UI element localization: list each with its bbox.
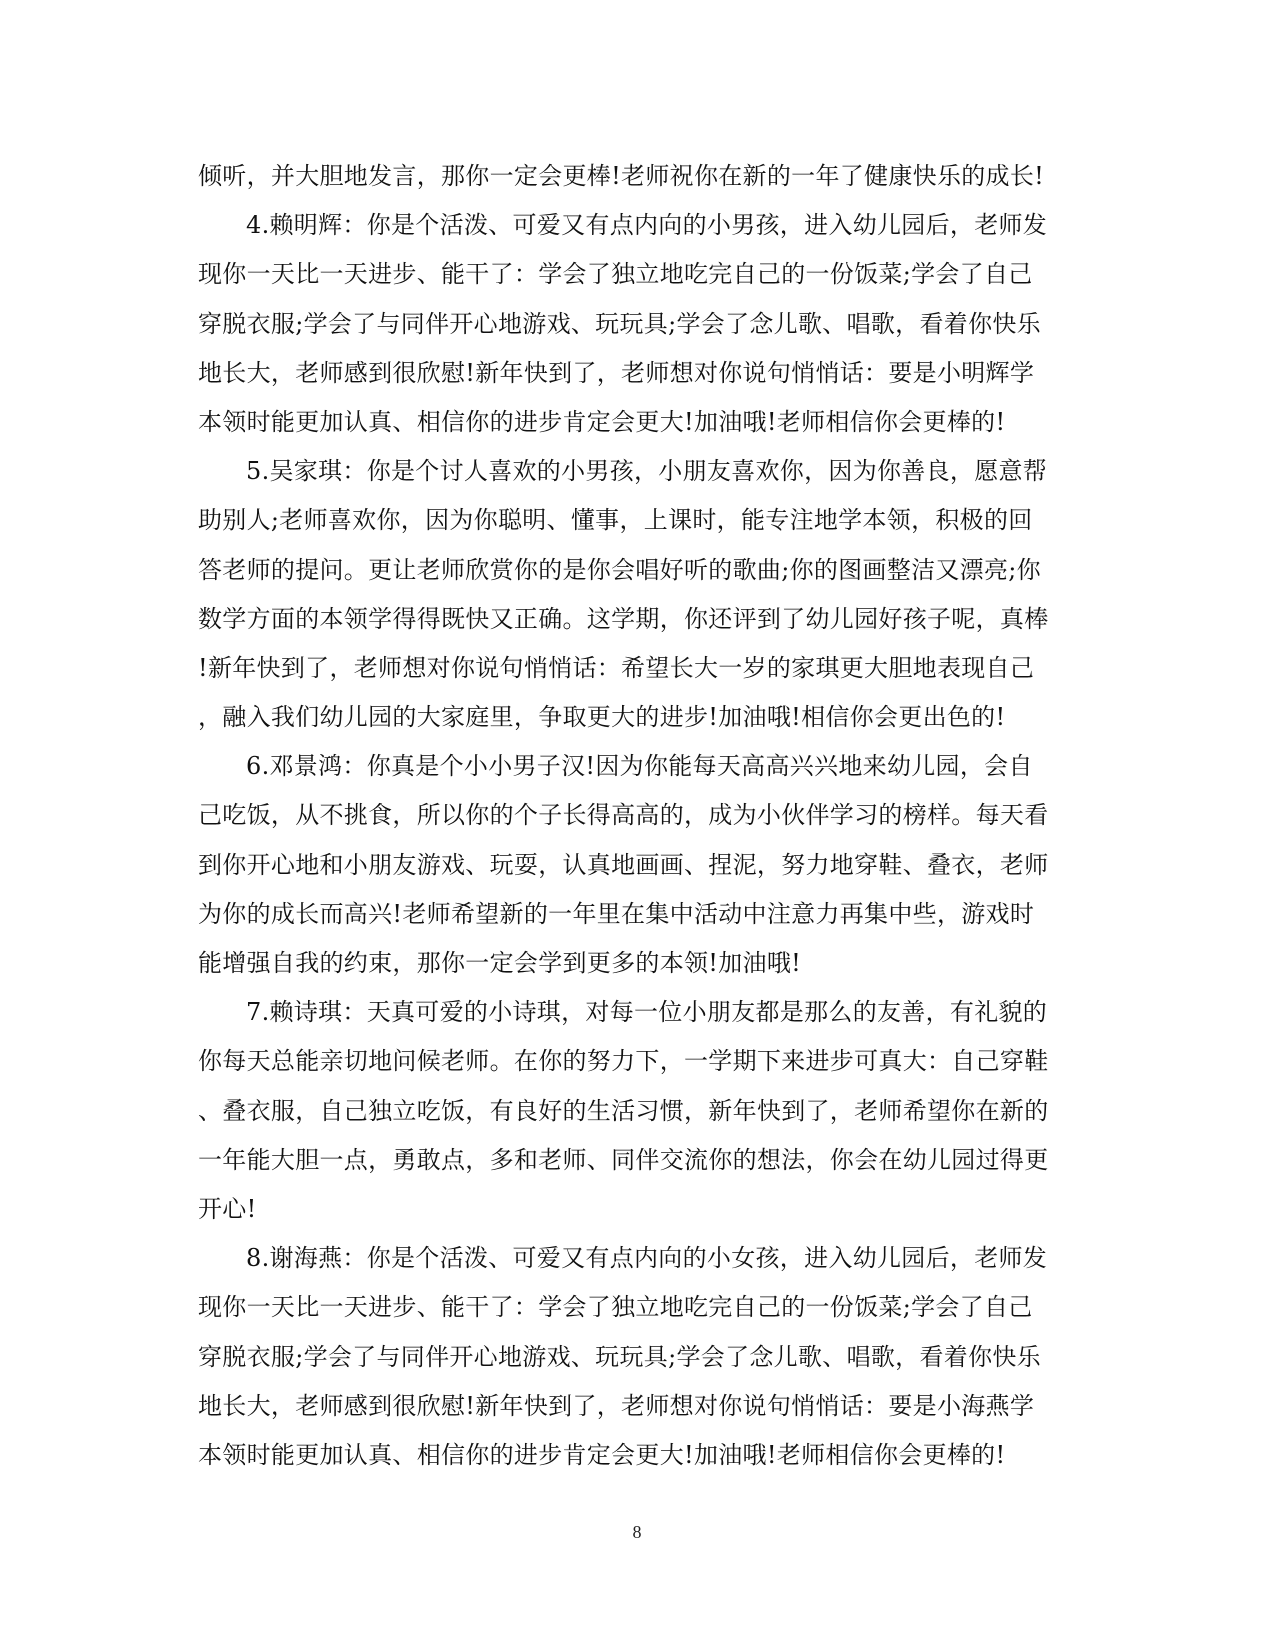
text-line: 、叠衣服，自己独立吃饭，有良好的生活习惯，新年快到了，老师希望你在新的 [198, 1096, 1049, 1125]
text-line: 答老师的提问。更让老师欣赏你的是你会唱好听的歌曲;你的图画整洁又漂亮;你 [198, 555, 1041, 584]
text-line: 本领时能更加认真、相信你的进步肯定会更大!加油哦!老师相信你会更棒的! [198, 407, 1006, 436]
text-line: !新年快到了，老师想对你说句悄悄话：希望长大一岁的家琪更大胆地表现自己 [198, 653, 1035, 682]
text-line: ，融入我们幼儿园的大家庭里，争取更大的进步!加油哦!相信你会更出色的! [198, 703, 1006, 732]
text-line: 你每天总能亲切地问候老师。在你的努力下，一学期下来进步可真大：自己穿鞋 [198, 1047, 1049, 1076]
text-line: 地长大，老师感到很欣慰!新年快到了，老师想对你说句悄悄话：要是小明辉学 [198, 358, 1035, 387]
page-number: 8 [632, 1522, 642, 1542]
text-line: 到你开心地和小朋友游戏、玩耍，认真地画画、捏泥，努力地穿鞋、叠衣，老师 [198, 850, 1049, 879]
paragraph-8-line: 8.谢海燕：你是个活泼、可爱又有点内向的小女孩，进入幼儿园后，老师发 [246, 1244, 1048, 1273]
paragraph-7-line: 7.赖诗琪：天真可爱的小诗琪，对每一位小朋友都是那么的友善，有礼貌的 [246, 998, 1048, 1027]
paragraph-6-line: 6.邓景鸿：你真是个小小男子汉!因为你能每天高高兴兴地来幼儿园，会自 [246, 752, 1033, 781]
text-line: 本领时能更加认真、相信你的进步肯定会更大!加油哦!老师相信你会更棒的! [198, 1440, 1006, 1469]
text-line: 助别人;老师喜欢你，因为你聪明、懂事，上课时，能专注地学本领，积极的回 [198, 506, 1033, 535]
text-line: 为你的成长而高兴!老师希望新的一年里在集中活动中注意力再集中些，游戏时 [198, 899, 1035, 928]
text-line: 倾听，并大胆地发言，那你一定会更棒!老师祝你在新的一年了健康快乐的成长! [198, 162, 1045, 190]
text-line: 开心! [198, 1194, 257, 1223]
text-line: 现你一天比一天进步、能干了：学会了独立地吃完自己的一份饭菜;学会了自己 [198, 1293, 1033, 1322]
text-line: 一年能大胆一点，勇敢点，多和老师、同伴交流你的想法，你会在幼儿园过得更 [198, 1145, 1049, 1174]
text-line: 己吃饭，从不挑食，所以你的个子长得高高的，成为小伙伴学习的榜样。每天看 [198, 801, 1049, 830]
text-line: 地长大，老师感到很欣慰!新年快到了，老师想对你说句悄悄话：要是小海燕学 [198, 1391, 1035, 1420]
text-line: 穿脱衣服;学会了与同伴开心地游戏、玩玩具;学会了念儿歌、唱歌，看着你快乐 [198, 309, 1041, 338]
text-line: 能增强自我的约束，那你一定会学到更多的本领!加油哦! [198, 949, 802, 977]
text-line: 数学方面的本领学得得既快又正确。这学期，你还评到了幼儿园好孩子呢，真棒 [198, 604, 1049, 633]
text-line: 穿脱衣服;学会了与同伴开心地游戏、玩玩具;学会了念儿歌、唱歌，看着你快乐 [198, 1342, 1041, 1371]
paragraph-5-line: 5.吴家琪：你是个讨人喜欢的小男孩，小朋友喜欢你，因为你善良，愿意帮 [246, 457, 1048, 486]
paragraph-4-line: 4.赖明辉：你是个活泼、可爱又有点内向的小男孩，进入幼儿园后，老师发 [246, 211, 1048, 240]
body-text [198, 152, 1078, 1480]
text-line: 现你一天比一天进步、能干了：学会了独立地吃完自己的一份饭菜;学会了自己 [198, 260, 1033, 289]
